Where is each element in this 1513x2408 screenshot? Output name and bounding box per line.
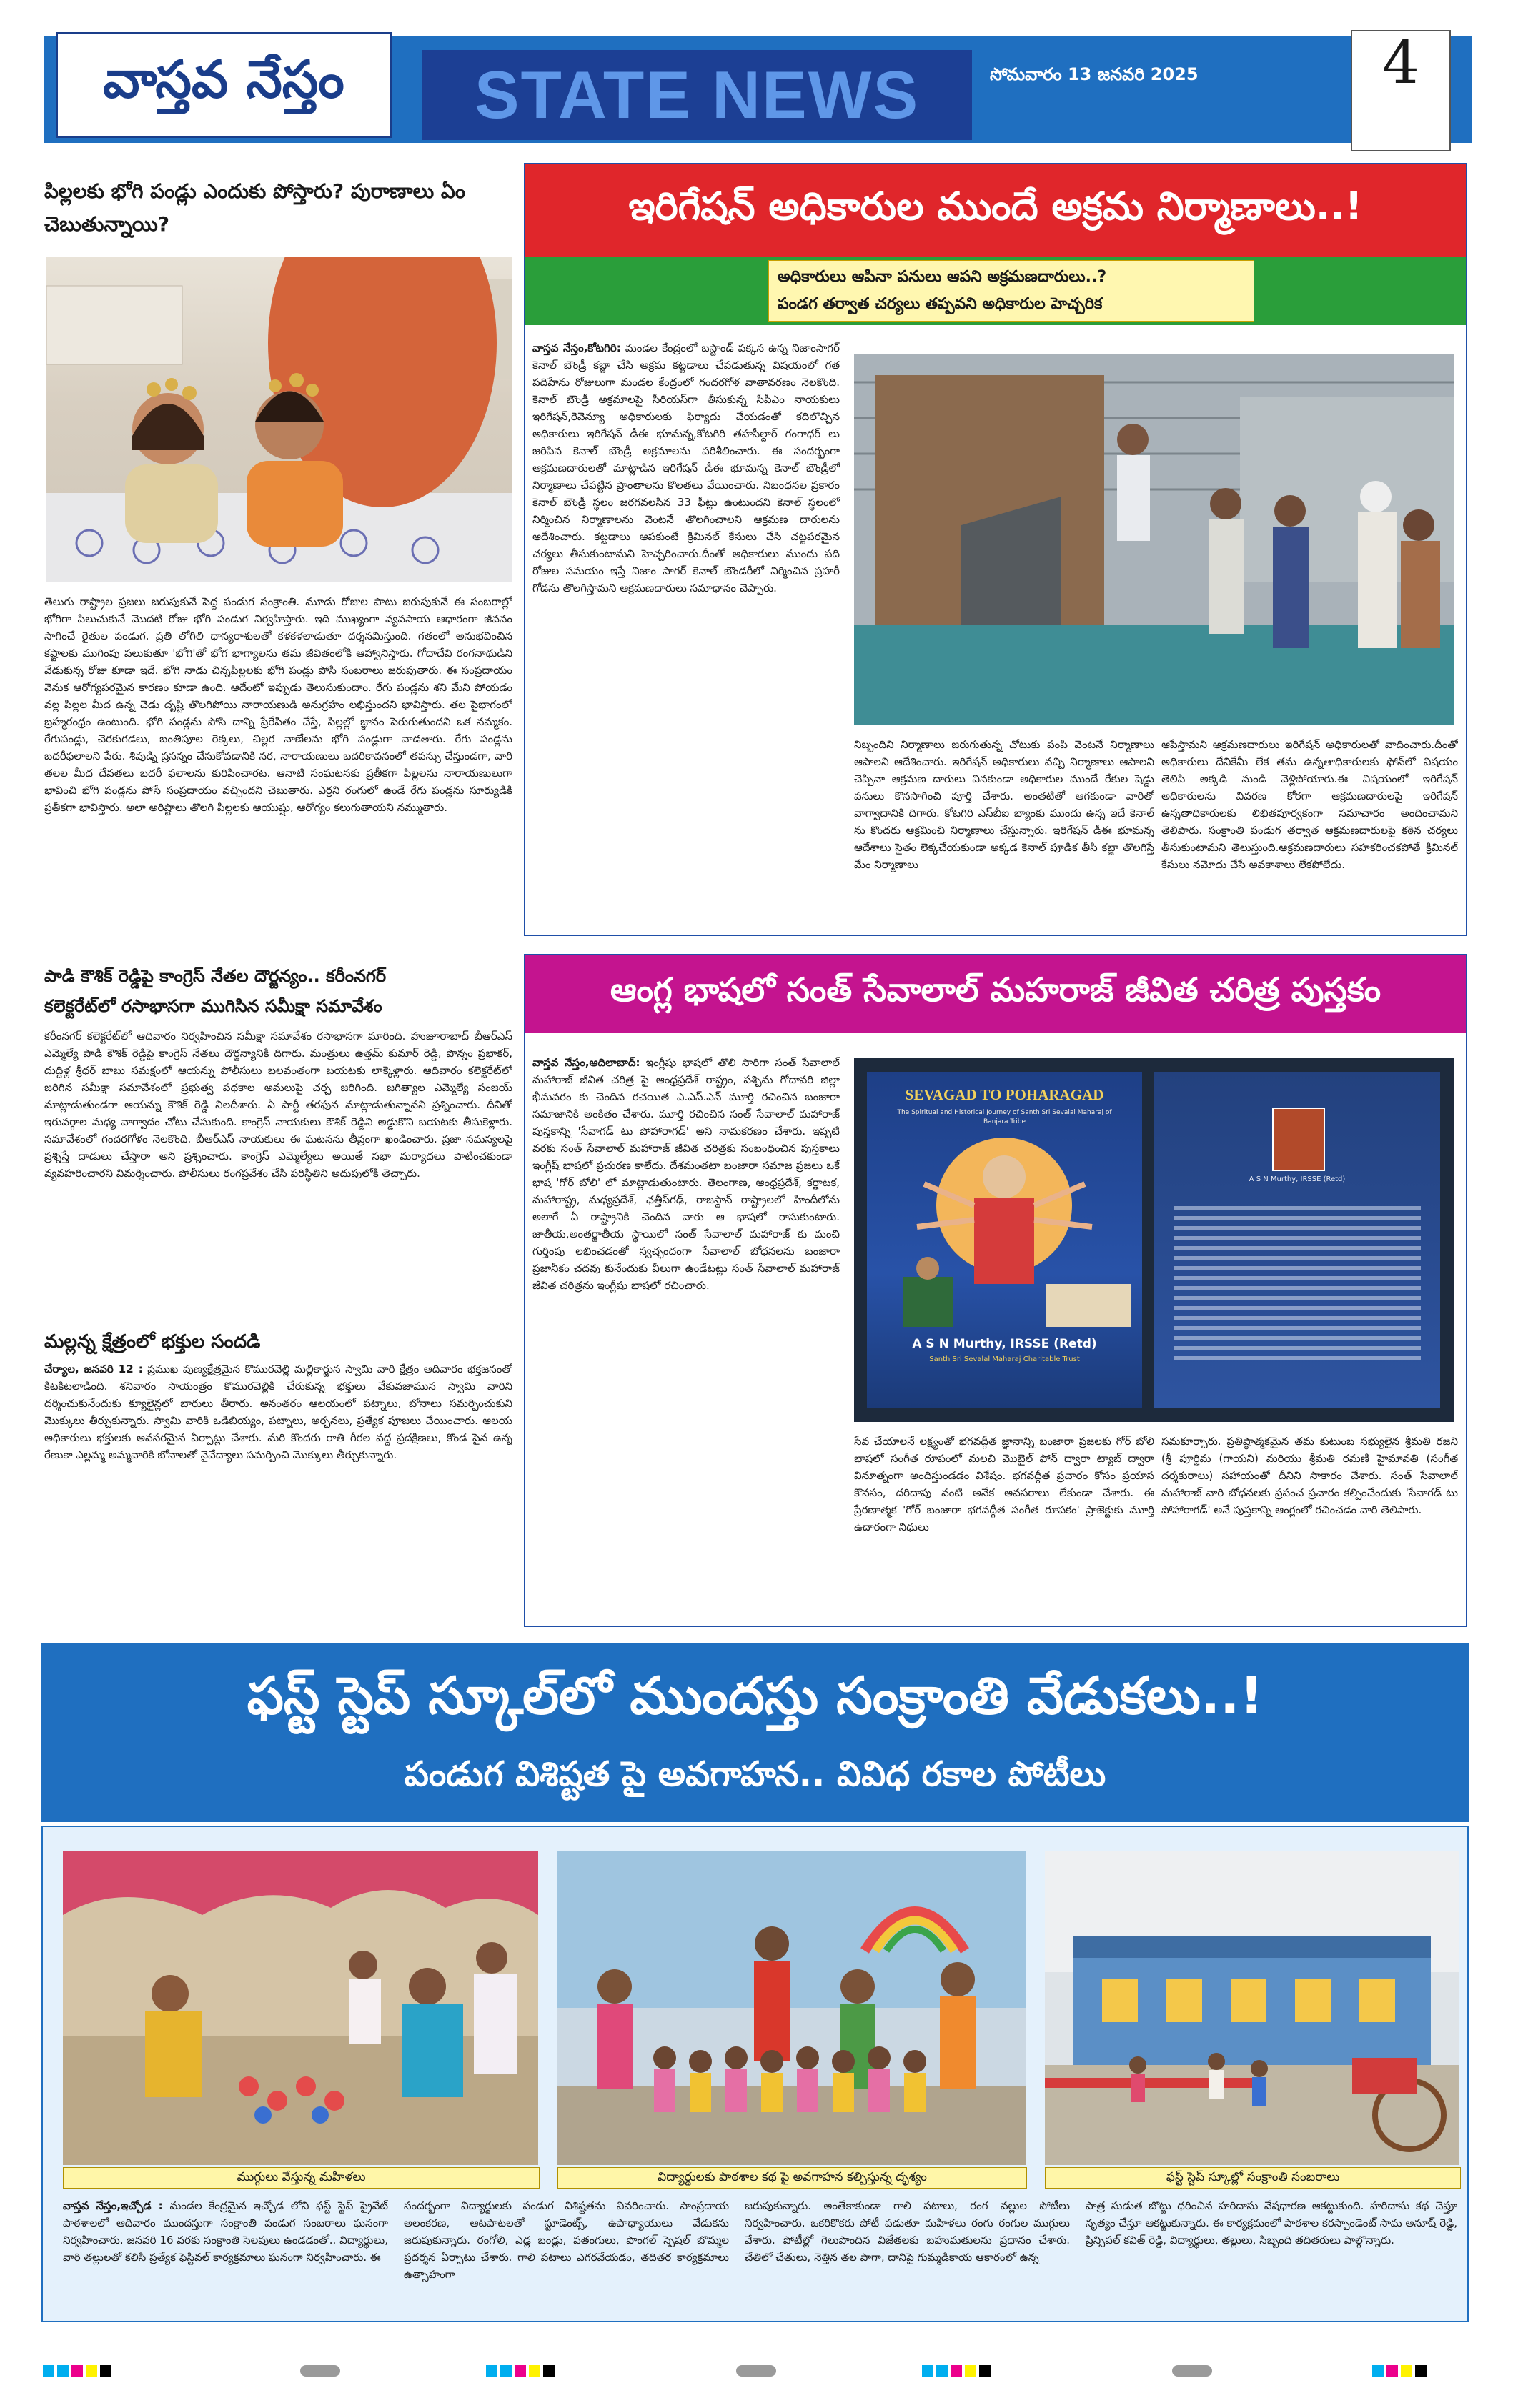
firststep-caption-1: ముగ్గులు వేస్తున్న మహిళలు bbox=[63, 2167, 540, 2189]
book-left-cover bbox=[867, 1072, 1142, 1408]
firststep-dateline: వాస్తవ నేస్తం,ఇచ్చోడ : bbox=[63, 2199, 163, 2212]
sevalal-body-c1: సేవ చేయాలనే లక్ష్యంతో భగవద్గీత జ్ఞానాన్ని బంజారా ప్రజలకు గోర్ బోలి భాషలో సంగీత రూపంలో మలచి మొబైల్ ఫోన్ ద్వారా ట్యాబ్ ద్వారా వినూత్నంగా అందిస్తుండడం విశేషం. భగవద్గీత ప్రచారం కోసం ప్రయాస కొనసం, దరిదాపు వంటి అనేక అవసరాలు లేకుండా చేశారు. ఈ ప్రేరణాత్మక 'గోర్ బంజారా భగవద్గీత సంగీత రూపకం' ప్రాజెక్టుకు మూర్తి ఉదారంగా నిధులు bbox=[854, 1435, 1154, 1533]
bhogi-headline: పిల్లలకు భోగి పండ్లు ఎందుకు పోస్తారు? పురాణాలు ఏం చెబుతున్నాయి? bbox=[44, 179, 466, 236]
irrigation-headline-bar bbox=[525, 164, 1466, 257]
page-number: 4 bbox=[1381, 29, 1420, 97]
registration-pill-2 bbox=[736, 2365, 776, 2377]
sevalal-headline-bar bbox=[525, 955, 1466, 1033]
book-left-subtitle: The Spiritual and Historical Journey of Santh Sri Sevalal Maharaj of Banjara Tribe bbox=[897, 1109, 1112, 1125]
firststep-photo-school bbox=[1045, 1851, 1459, 2165]
page-number-box bbox=[1351, 30, 1451, 151]
book-back-text-lines bbox=[1174, 1200, 1421, 1366]
firststep-col3: జరుపుకున్నారు. అంతేకాకుండా గాలి పటాలు, రంగ వల్లుల పోటీలు నిర్వహించారు. ఒకరికొకరు పోటీ పడుతూ మహిళలు రంగు రంగుల ముగ్గులు వేశారు. పోటీల్లో గెలుపొందిన విజేతలకు బహుమతులను ప్రధానం చేశారు. చేతిలో చేతులు, నెత్తిన తల పాగా, దానిపై గుమ్మడికాయ ఆకారంలో ఉన్న bbox=[745, 2199, 1070, 2264]
registration-marks-3 bbox=[922, 2365, 993, 2379]
firststep-caption-3: ఫస్ట్ స్టెప్ స్కూల్లో సంక్రాంతి సంబరాలు bbox=[1045, 2167, 1461, 2189]
masthead-logo: వాస్తవ నేస్తం bbox=[103, 48, 344, 109]
author-portrait bbox=[1272, 1108, 1325, 1171]
congress-headline-line2: కలెక్టరేట్‌లో రసాభాసగా ముగిసిన సమీక్షా సమావేశం bbox=[44, 996, 382, 1016]
firststep-header bbox=[41, 1643, 1469, 1822]
rangoli-photo-art bbox=[63, 1851, 538, 2165]
sevalal-photo bbox=[854, 1058, 1454, 1422]
book-right-cover bbox=[1154, 1072, 1440, 1408]
book-left-author: A S N Murthy, IRSSE (Retd) bbox=[912, 1337, 1097, 1351]
firststep-photo-rangoli bbox=[63, 1851, 538, 2165]
section-title-box bbox=[422, 50, 972, 140]
firststep-col1 bbox=[63, 2197, 388, 2312]
students-photo-art bbox=[557, 1851, 1026, 2165]
congress-headline bbox=[44, 961, 516, 1021]
registration-pill-1 bbox=[300, 2365, 340, 2377]
irrigation-subhead1: అధికారులు ఆపినా పనులు ఆపని అక్రమణదారులు..? bbox=[778, 268, 1107, 286]
irrigation-body-c2: ఆపేస్తామని ఆక్రమణదారులు ఇరిగేషన్ అధికారులతో వాదించారు.దీంతో అధికారులు దేనికేమీ లేక తమ ఉన్నతాధికారులకు ఫోన్‌లో విషయం తెలిపి అక్కడి నుండి వెళ్లిపోయారు.ఈ విషయంలో ఇరిగేషన్ అధికారులను వివరణ కోరగా ఆక్రమణదారులపై ఇరిగేషన్ ఉన్నతాధికారులకు లిఖితపూర్వకంగా సమాచారం అందించామని తెలిపారు. సంక్రాంతి పండుగ తర్వాత ఆక్రమణదారులపై కఠిన చర్యలు తీసుకుంటామని తెలుస్తుంది.ఆక్రమణదారులు సహకరించకపోతే క్రిమినల్ కేసులు నమోదు చేసే అవకాశాలు లేకపోలేదు. bbox=[1161, 738, 1458, 871]
sevalal-dateline: వాస్తవ నేస్తం,ఆదిలాబాద్: bbox=[532, 1056, 640, 1069]
irrigation-body-left bbox=[532, 339, 840, 925]
irrigation-photo-art bbox=[854, 354, 1454, 725]
masthead-logo-box bbox=[56, 32, 392, 138]
firststep-subhead: పండుగ విశిష్టత పై అవగాహన.. వివిధ రకాల పోటీలు bbox=[404, 1754, 1106, 1794]
irrigation-text-left: మండల కేంద్రంలో బస్టాండ్ పక్కన ఉన్న నిజాంసాగర్ కెనాల్ బౌండ్రీ కబ్జా చేసి అక్రమ కట్టడాలు చేపడుతున్న విషయంలో గత పదిహేను రోజులుగా మండల కేంద్రంలో గందరగోళ వాతావరణం నెలకొంది. కెనాల్ బౌండ్రీ అక్రమాలపై సీరియస్‌గా తీసుకున్న సీపీఎం నాయకులు ఇరిగేషన్,రెవెన్యూ అధికారులకు ఫిర్యాదు చేయడంతో కదిలొచ్చిన అధికారులు ఇరిగేషన్ డీఈ భూమన్న,కోటగిరి తహసీల్దార్ గంగాధర్ లు జరిపిన కెనాల్ బౌండ్రీ అక్రమాలను పరిశీలించారు. ఈ సందర్భంగా ఆక్రమణదారులతో మాట్లాడిన ఇరిగేషన్ డీఈ భూమన్న కెనాల్ బౌండ్రీలో నిర్మాణాలు చేపట్టిన ప్రాంతాలను కొలతలు వేయించారు. నిబంధనల ప్రకారం కెనాల్ బౌండ్రీ స్థలం జరగవలసిన 33 ఫీట్లు ఉంటుందని కెనాల్ స్థలంలో నిర్మించిన నిర్మాణాలను వెంటనే తొలగించాలని ఆక్రమణ దారులను ఆదేశించారు. కట్టడాలు ఆపకుంటే క్రిమినల్ కేసులు చేసి చట్టపరమైన చర్యలు తీసుకుంటామని హెచ్చరించారు.దీంతో అధికారులు ముందు పది రోజుల సమయం ఇస్తే నిజాం సాగర్ కెనాల్ బౌండరీలో నిర్మించిన ప్రహరీ గోడను తొలగిస్తామని ఆక్రమణదారులు సమాధానం చెప్పారు. bbox=[532, 342, 840, 594]
firststep-headline: ఫస్ట్ స్టెప్ స్కూల్‌లో ముందస్తు సంక్రాంతి వేడుకలు..! bbox=[247, 1666, 1264, 1726]
irrigation-subhead-box bbox=[768, 260, 1254, 322]
firststep-col1-text: మండల కేంద్రమైన ఇచ్చోడ లోని ఫస్ట్ స్టెప్ ప్రైవేట్ పాఠశాలలో ఆదివారం ముందస్తుగా సంక్రాంతి పండుగ సంబరాలు ఘనంగా నిర్వహించారు. జనవరి 16 వరకు సంక్రాంతి సెలవులు ఉండడంతో.. విద్యార్థులు, వారి తల్లులతో కలిసి ప్రత్యేక ఫెస్టివల్ కార్యక్రమాలు ఘనంగా నిర్వహించారు. ఈ bbox=[63, 2199, 388, 2264]
sevalal-text-left: ఇంగ్లీషు భాషలో తొలి సారిగా సంత్ సేవాలాల్ మహారాజ్ జీవిత చరిత్ర పై ఆంధ్రప్రదేశ్ రాష్ట్రం, పశ్చిమ గోదావరి జిల్లా భీమవరం కు చెందిన రచయిత ఎ.ఎస్.ఎన్ మూర్తి రచించిన బంజారా సమాజానికి అంకితం చేశారు. మూర్తి రచించిన సంత్ సేవాలాల్ మహారాజ్ పుస్తకాన్ని 'సేవాగడ్ టు పోహారాగడ్' అని నామకరణం చేశారు. ఇప్పటి వరకు సంత్ సేవాలాల్ మహారాజ్ జీవిత చరిత్రకు సంబంధించిన పుస్తకాలు ఇంగ్లీష్ భాషలో ప్రచురణ కాలేదు. దేశమంతటా బంజారా సమాజ ప్రజలు ఒకే భాష 'గోర్ బోలి' లో మాట్లాడుతుంటారు. తెలంగాణ, ఆంధ్రప్రదేశ్, కర్ణాటక, మహారాష్ట్ర, మధ్యప్రదేశ్, ఛత్తీస్‌గఢ్, రాజస్థాన్ రాష్ట్రాలలో హిందీలోను అలాగే ఏ రాష్ట్రానికి చెందిన వారు ఆ భాషలో రాసుకుంటారు. జాతీయ,అంతర్జాతీయ స్థాయిలో సంత్ సేవాలాల్ మహారాజ్ కు మంచి గుర్తింపు లభించడంతో స్వచ్ఛందంగా సేవాలాల్ బోధనలను బంజారా ప్రజానీకం చదవు కునేందుకు వీలుగా ఉండేటట్లు సంత్ సేవాలాల్ మహారాజ్ జీవిత చరిత్రను ఇంగ్లీషు భాషలో రచించారు. bbox=[532, 1056, 840, 1292]
irrigation-subhead2: పండగ తర్వాత చర్యలు తప్పవని అధికారుల హెచ్చరిక bbox=[778, 295, 1103, 313]
registration-marks-4 bbox=[1372, 2365, 1429, 2379]
mallanna-dateline: చేర్యాల, జనవరి 12 : bbox=[44, 1363, 143, 1375]
masthead-date: సోమవారం 13 జనవరి 2025 bbox=[990, 64, 1199, 84]
bhogi-photo bbox=[46, 257, 512, 582]
firststep-col2: సందర్భంగా విద్యార్థులకు పండుగ విశిష్టతను వివరించారు. సాంప్రదాయ అలంకరణ, ఆటపాటలతో స్టూడెంట్స్, ఉపాధ్యాయులు వేడుకను జరుపుకున్నారు. రంగోలి, ఎడ్ల బండ్లు, పతంగులు, పొంగల్ స్పెషల్ బొమ్మల ప్రదర్శన ఏర్పాటు చేశారు. గాలి పటాలు ఎగరవేయడం, తదితర కార్యక్రమాలు ఉత్సాహంగా bbox=[404, 2199, 729, 2281]
book-right-author: A S N Murthy, IRSSE (Retd) bbox=[1249, 1175, 1346, 1183]
registration-marks-2 bbox=[486, 2365, 557, 2379]
irrigation-body-c1: నిబ్బందిని నిర్మాణాలు జరుగుతున్న చోటుకు పంపి వెంటనే నిర్మాణాలు ఆపాలని ఆదేశించారు. ఇరిగేషన్ అధికారులు వచ్చి నిర్మాణాలు ఆపాలని చెప్పినా ఆక్రమణ దారులు వినకుండా అధికారుల ముందే రేకుల షెడ్డు పనులు కొనసాగించి పూర్తి చేశారు. అంతటితో ఆగకుండా వారితో వాగ్వాదానికి దిగారు. కోటగిరి ఎస్‌బీఐ బ్యాంకు ముందు ఉన్న ఇదే కెనాల్ ను కొందరు ఆక్రమించి నిర్మాణాలు చేస్తున్నారు. ఇరిగేషన్ డీఈ భూమన్న ఆదేశాలు సైతం లెక్కచేయకుండా అక్కడ కెనాల్ పూడిక తీసి కబ్జా తొలగిస్తే మేం నిర్మాణాలు bbox=[854, 738, 1154, 871]
mallanna-text: ప్రముఖ పుణ్యక్షేత్రమైన కొమురవెల్లి మల్లికార్జున స్వామి వారి క్షేత్రం ఆదివారం భక్తజనంతో కిటకిటలాడింది. శనివారం సాయంత్రం కొమురవెల్లికి చేరుకున్న భక్తులు వేకువజామున స్వామి వారిని దర్శించుకునేందుకు క్యూలైన్లలో బారులు తీరారు. అనంతరం ఆలయంలో పట్నాలు, బోనాలు సమర్పించుకుని మొక్కులు తీర్చుకున్నారు. స్వామి వారికి ఒడిబియ్యం, పట్నాలు, అర్చనలు, ప్రత్యేక పూజలు చేయించారు. ఆలయ అధికారులు భక్తులకు అవసరమైన ఏర్పాట్లు చేశారు. మరి కొందరు రాతి గీరల వద్ద ప్రదక్షిణలు, కొండ పైన ఉన్న రేణుకా ఎల్లమ్మ అమ్మవారికి బోనాలతో నైవేద్యాలు సమర్పించి మొక్కులు తీర్చుకున్నారు. bbox=[44, 1363, 512, 1461]
bhogi-photo-art bbox=[46, 257, 512, 582]
firststep-col4: పాత్ర సుడుత బొట్టు ధరించిన హరిదాసు వేషధారణ ఆకట్టుకుంది. హరిదాసు కథ చెప్తూ నృత్యం చేస్తూ ఆకట్టుకున్నారు. ఈ కార్యక్రమంలో పాఠశాల కరస్పాండెంట్ సామ అనూష్ రెడ్డి, ప్రిన్సిపల్ కవిత్ రెడ్డి, విద్యార్థులు, తల్లులు, సిబ్బంది తదితరులు పాల్గొన్నారు. bbox=[1086, 2199, 1457, 2247]
sevalal-body-c2: సమకూర్చారు. ప్రతిష్ఠాత్మకమైన తమ కుటుంబ సభ్యులైన శ్రీమతి రజని (శ్రీ పూర్ణిమ (గాయని) మరియు శ్రీమతి రమణి హైమావతి (సంగీత దర్శకురాలు) సహాయంతో దీనిని సాకారం చేశారు. సంత్ సేవాలాల్ మహారాజ్ వారి బోధనలకు ప్రపంచ ప్రచారం కల్పించేందుకు 'సేవాగడ్ టు పోహారాగడ్' అనే పుస్తకాన్ని ఆంగ్లంలో రచించడం వారి తెలిపారు. bbox=[1161, 1435, 1458, 1516]
mallanna-headline: మల్లన్న క్షేత్రంలో భక్తుల సందడి bbox=[44, 1331, 261, 1353]
sevalal-body-left bbox=[532, 1054, 840, 1618]
bhogi-body: తెలుగు రాష్ట్రాల ప్రజలు జరుపుకునే పెద్ద పండుగ సంక్రాంతి. మూడు రోజుల పాటు జరుపుకునే ఈ సంబరాల్లో భోగిగా పిలుచుకునే మొదటి రోజు భోగి పండుగ నిర్వహిస్తారు. ఇది ముఖ్యంగా వ్యవసాయ ఆధారంగా జీవనం సాగించే రైతుల పండుగ. ప్రతి లోగిలి ధాన్యరాశులతో కళకళలాడుతూ దర్శనమిస్తుంది. గతంలో అనుభవించిన కష్టాలకు ముగింపు పలుకుతూ 'భోగి'తో భోగ భాగ్యాలను తమ జీవితంలోకి ఆహ్వానిస్తారు. గోదాదేవి రంగనాథుడిని వేడుకున్న రోజు కూడా ఇదే. భోగి నాడు చిన్నపిల్లలకు భోగి పండ్లు పోసి సంబరాలు జరుపుతారు. ఈ సంప్రదాయం వెనుక ఆరోగ్యపరమైన కారణం కూడా ఉంది. ఆదేంటో ఇప్పుడు తెలుసుకుందాం. రేగు పండ్లను శని మేని పోయడం వల్ల పిల్లల మీద ఉన్న చెడు దృష్టి తొలగిపోయి నారాయణుడి అనుగ్రహం లభిస్తుందని భావిస్తారు. తల పైభాగంలో బ్రహ్మరంధ్రం ఉంటుంది. భోగి పండ్లను పోసి దాన్ని ప్రేరేపితం చేస్తే, పిల్లల్లో జ్ఞానం పెరుగుతుందని ఒక నమ్మకం. రేగుపండ్లు, చెరకుగడలు, బంతిపూల రెక్కలు, చిల్లర నాణేలను భోగి పండ్లుగా వాడతారు. రేగు పండ్లను బదరీఫలాలని పేరు. శివుడ్ని ప్రసన్నం చేసుకోవడానికి నర, నారాయణులు బదరికావనంలో తపస్సు చేస్తుండగా, వారి తలల మీద దేవతలు బదరీ ఫలాలను కురిపించారట. ఆనాటి సంఘటనకు ప్రతీకగా పిల్లలను నారాయణులుగా భావించి భోగి పండ్లను పోసే సంప్రదాయం వచ్చిందని చెబుతారు. ఎర్రని రంగులో ఉండే రేగు పండ్లను సూర్యుడికి ప్రతీకగా భావిస్తారు. అలా అరిష్టాలు తొలగి పిల్లలకు ఆయుష్షు, ఆరోగ్యం కలుగుతాయని నమ్ముతారు. bbox=[44, 595, 512, 814]
registration-marks-1 bbox=[43, 2365, 114, 2379]
firststep-caption-2: విద్యార్థులకు పాఠశాల కథ పై అవగాహన కల్పిస్తున్న దృశ్యం bbox=[557, 2167, 1027, 2189]
irrigation-headline: ఇరిగేషన్ అధికారుల ముందే అక్రమ నిర్మాణాలు..! bbox=[628, 183, 1363, 229]
book-cover-art bbox=[867, 1127, 1142, 1334]
irrigation-photo bbox=[854, 354, 1454, 725]
congress-body: కరీంనగర్ కలెక్టరేట్‌లో ఆదివారం నిర్వహించిన సమీక్షా సమావేశం రసాభాసగా మారింది. హుజూరాబాద్ బీఆర్ఎస్ ఎమ్మెల్యే పాడి కౌశిక్ రెడ్డిపై కాంగ్రెస్ నేతలు దౌర్జన్యానికి దిగారు. మంత్రులు ఉత్తమ్ కుమార్ రెడ్డి, పొన్నం ప్రభాకర్, దుద్దిళ్ల శ్రీధర్ బాబు సమక్షంలో ఆయన్ను పోలీసులు బలవంతంగా బయటకు లాక్కెళ్లారు. ఆదివారం కలెక్టరేట్‌లో జరిగిన సమీక్షా సమావేశంలో ప్రభుత్వ పథకాల అమలుపై చర్చ జరిగింది. జగిత్యాల ఎమ్మెల్యే సంజయ్ మాట్లాడుతుండగా ఆయన్ను కౌశిక్ రెడ్డి నిలదీశారు. ఏ పార్టీ తరఫున మాట్లాడుతున్నావని ప్రశ్నించారు. దీనితో ఇరువర్గాల మధ్య వాగ్వాదం చోటు చేసుకుంది. కాంగ్రెస్ నాయకులు కౌశిక్ రెడ్డిని అడ్డుకొని బయటకు తీసుకెళ్లారు. సమావేశంలో గందరగోళం నెలకొంది. బీఆర్ఎస్ నాయకులు ఈ ఘటనను తీవ్రంగా ఖండించారు. ప్రజా సమస్యలపై ప్రశ్నిస్తే దాడులు చేస్తారా అని ప్రశ్నించారు. కాంగ్రెస్ ఎమ్మెల్యేలు అయితే సభా మర్యాదలు పాటించకుండా వ్యవహరించారని విమర్శించారు. పోలీసులు రంగప్రవేశం చేసి పరిస్థితిని అదుపులోకి తెచ్చారు. bbox=[44, 1030, 512, 1180]
firststep-photo-students bbox=[557, 1851, 1026, 2165]
section-title: STATE NEWS bbox=[474, 57, 920, 132]
book-left-title: SEVAGAD TO POHARAGAD bbox=[905, 1086, 1104, 1103]
sevalal-headline: ఆంగ్ల భాషలో సంత్ సేవాలాల్ మహరాజ్ జీవిత చరిత్ర పుస్తకం bbox=[610, 970, 1381, 1009]
school-photo-art bbox=[1045, 1851, 1459, 2165]
book-left-publisher: Santh Sri Sevalal Maharaj Charitable Trust bbox=[929, 1355, 1080, 1363]
mallanna-body bbox=[44, 1360, 512, 1582]
congress-headline-line1: పాడి కౌశిక్ రెడ్డిపై కాంగ్రెస్ నేతల దౌర్జన్యం.. కరీంనగర్ bbox=[44, 966, 387, 986]
registration-pill-3 bbox=[1172, 2365, 1212, 2377]
irrigation-dateline: వాస్తవ నేస్తం,కోటగిరి: bbox=[532, 342, 621, 354]
